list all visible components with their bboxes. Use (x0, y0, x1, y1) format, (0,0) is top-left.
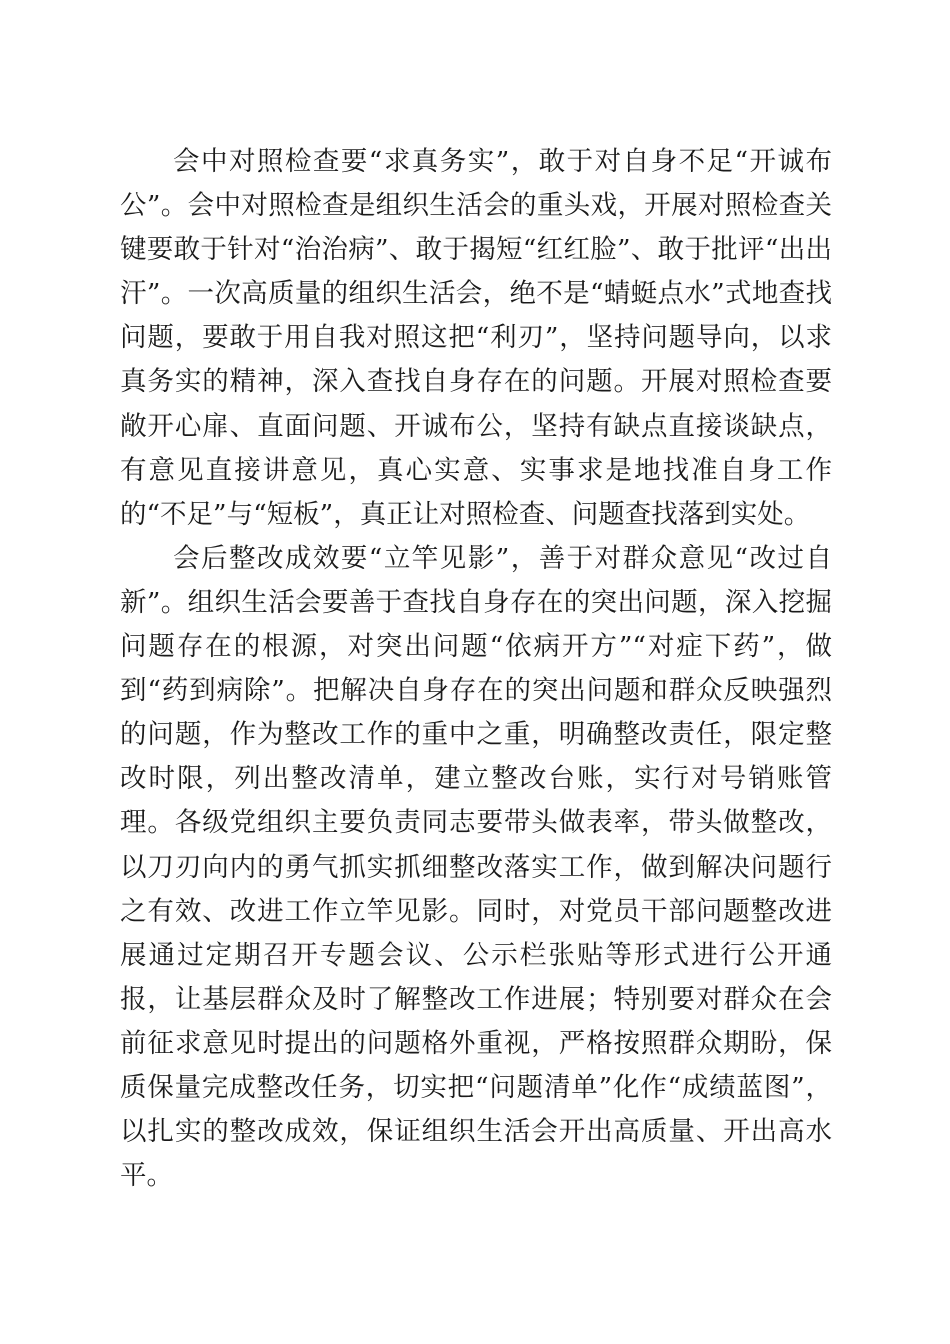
paragraph-self-examination: 会中对照检查要“求真务实”，敢于对自身不足“开诚布公”。会中对照检查是组织生活会的重头戏，开展对照检查关键要敢于针对“治治病”、敢于揭短“红红脸”、敢于批评“出出汗”。一次高质量的组织生活会，绝不是“蜻蜓点水”式地查找问题，要敢于用自我对照这把“利刃”，坚持问题导向，以求真务实的精神，深入查找自身存在的问题。开展对照检查要敞开心扉、直面问题、开诚布公，坚持有缺点直接谈缺点，有意见直接讲意见，真心实意、实事求是地找准自身工作的“不足”与“短板”，真正让对照检查、问题查找落到实处。 (120, 146, 832, 530)
paragraph-rectification: 会后整改成效要“立竿见影”，善于对群众意见“改过自新”。组织生活会要善于查找自身存在的突出问题，深入挖掘问题存在的根源，对突出问题“依病开方”“对症下药”，做到“药到病除”。把解决自身存在的突出问题和群众反映强烈的问题，作为整改工作的重中之重，明确整改责任，限定整改时限，列出整改清单，建立整改台账，实行对号销账管理。各级党组织主要负责同志要带头做表率，带头做整改，以刀刃向内的勇气抓实抓细整改落实工作，做到解决问题行之有效、改进工作立竿见影。同时，对党员干部问题整改进展通过定期召开专题会议、公示栏张贴等形式进行公开通报，让基层群众及时了解整改工作进展；特别要对群众在会前征求意见时提出的问题格外重视，严格按照群众期盼，保质保量完成整改任务，切实把“问题清单”化作“成绩蓝图”，以扎实的整改成效，保证组织生活会开出高质量、开出高水平。 (120, 542, 832, 1192)
document-body (120, 140, 832, 1198)
